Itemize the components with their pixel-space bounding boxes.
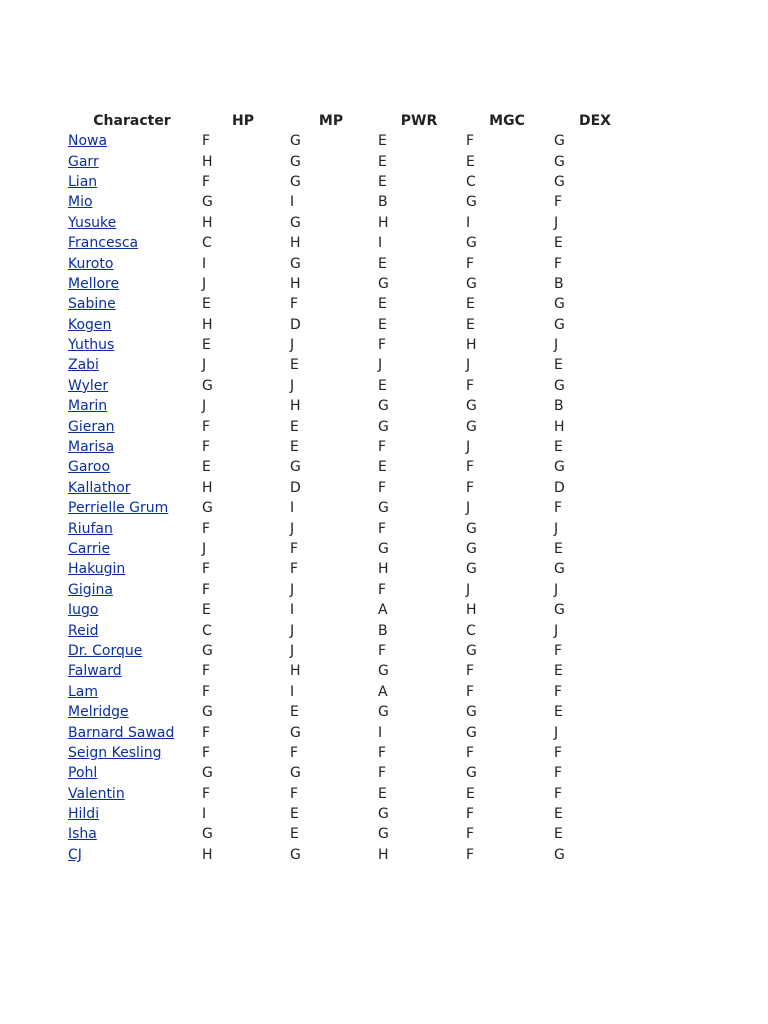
table-row [65, 824, 639, 844]
table-row [65, 213, 639, 233]
mgc-cell: J [466, 357, 471, 374]
table-row [65, 253, 639, 273]
character-link[interactable]: Zabi [68, 357, 99, 374]
mgc-cell: E [466, 316, 475, 333]
character-cell [65, 804, 199, 824]
mp-cell: F [290, 541, 299, 557]
table-row [65, 151, 639, 171]
mgc-cell: J [466, 439, 471, 456]
header-row [65, 110, 639, 131]
character-cell [65, 498, 199, 518]
hp-cell: C [202, 622, 212, 639]
mgc-cell: G [466, 194, 477, 211]
pwr-cell: H [378, 561, 389, 578]
pwr-cell: E [378, 296, 387, 313]
mgc-cell: F [466, 479, 475, 496]
dex-cell: E [554, 439, 563, 456]
mp-cell: I [290, 683, 295, 700]
mp-cell: F [290, 744, 299, 761]
pwr-cell: E [378, 255, 387, 272]
hp-cell: I [202, 255, 207, 272]
character-link[interactable]: Francesca [68, 235, 139, 252]
table-row [65, 641, 639, 661]
mgc-cell: H [466, 337, 477, 354]
header-character: Character [93, 112, 171, 129]
pwr-cell: E [378, 133, 387, 150]
table-row [65, 131, 639, 151]
character-link[interactable]: Kogen [68, 316, 112, 333]
character-cell [65, 457, 199, 477]
hp-cell: I [202, 806, 207, 823]
pwr-cell: G [378, 500, 389, 517]
pwr-cell: F [378, 765, 387, 782]
dex-cell: J [554, 214, 559, 231]
table-row [65, 763, 639, 783]
character-cell [65, 682, 199, 702]
dex-cell: F [554, 255, 563, 272]
table-row [65, 274, 639, 294]
dex-cell: G [554, 561, 565, 578]
hp-cell: H [202, 153, 213, 170]
pwr-cell: B [378, 194, 388, 211]
hp-cell: E [202, 296, 211, 313]
mgc-cell: C [466, 622, 476, 639]
hp-cell: G [202, 826, 213, 843]
pwr-cell: G [378, 398, 389, 415]
pwr-cell: E [378, 459, 387, 476]
character-cell [65, 478, 199, 498]
table-row [65, 396, 639, 416]
mgc-cell: J [466, 500, 471, 517]
character-link[interactable]: Lam [68, 683, 99, 700]
mgc-cell: F [466, 806, 475, 823]
pwr-cell: E [378, 173, 387, 190]
header-mgc: MGC [489, 112, 525, 129]
character-link[interactable]: Perrielle Grum [68, 500, 169, 517]
character-cell [65, 600, 199, 620]
character-link[interactable]: Nowa [68, 133, 108, 150]
character-link[interactable]: Sabine [68, 296, 116, 313]
header-pwr: PWR [400, 112, 438, 129]
dex-cell: E [554, 663, 563, 680]
table-row [65, 416, 639, 436]
dex-cell: G [554, 377, 565, 394]
character-stats-table [65, 110, 639, 865]
mgc-cell: E [466, 296, 475, 313]
pwr-cell: F [378, 479, 387, 496]
mp-cell: J [290, 520, 295, 537]
dex-cell: F [554, 642, 563, 659]
dex-cell: E [554, 704, 563, 721]
character-cell [65, 722, 199, 742]
character-link[interactable]: Iugo [68, 602, 99, 619]
character-cell [65, 172, 199, 192]
header-hp: HP [232, 112, 254, 129]
hp-cell: F [202, 683, 211, 700]
table-row [65, 539, 639, 559]
table-row [65, 580, 639, 600]
mgc-cell: G [466, 561, 477, 578]
mp-cell: E [290, 704, 299, 721]
mgc-cell: C [466, 173, 476, 190]
mgc-cell: G [466, 765, 477, 782]
table-row [65, 518, 639, 538]
table-row [65, 478, 639, 498]
hp-cell: G [202, 377, 213, 394]
hp-cell: H [202, 214, 213, 231]
dex-cell: F [554, 785, 563, 802]
hp-cell: C [202, 235, 212, 252]
dex-cell: F [554, 744, 563, 761]
table-row [65, 457, 639, 477]
dex-cell: J [554, 581, 559, 598]
mp-cell: G [290, 724, 301, 741]
dex-cell: B [554, 398, 564, 415]
pwr-cell: F [378, 520, 387, 537]
character-link[interactable]: Wyler [68, 377, 109, 394]
table-row [65, 498, 639, 518]
character-link[interactable]: Kallathor [68, 479, 131, 496]
table-row [65, 294, 639, 314]
pwr-cell: E [378, 377, 387, 394]
mp-cell: J [290, 377, 295, 394]
mgc-cell: G [466, 520, 477, 537]
character-link[interactable]: Barnard Sawad [68, 724, 175, 741]
character-link[interactable]: Seign Kesling [68, 744, 162, 761]
character-cell [65, 845, 199, 865]
pwr-cell: G [378, 826, 389, 843]
character-cell [65, 151, 199, 171]
mp-cell: E [290, 439, 299, 456]
character-cell [65, 641, 199, 661]
character-link[interactable]: Hildi [68, 806, 100, 823]
mp-cell: J [290, 622, 295, 639]
dex-cell: G [554, 459, 565, 476]
mgc-cell: H [466, 602, 477, 619]
character-cell [65, 620, 199, 640]
mp-cell: G [290, 846, 301, 863]
character-link[interactable]: Isha [68, 826, 97, 843]
dex-cell: E [554, 541, 563, 557]
character-cell [65, 355, 199, 375]
hp-cell: E [202, 337, 211, 354]
hp-cell: F [202, 785, 211, 802]
character-cell [65, 396, 199, 416]
character-cell [65, 192, 199, 212]
mp-cell: I [290, 602, 295, 619]
hp-cell: G [202, 642, 213, 659]
mgc-cell: F [466, 846, 475, 863]
pwr-cell: G [378, 806, 389, 823]
character-link[interactable]: Marisa [68, 439, 115, 456]
mp-cell: D [290, 316, 301, 333]
mp-cell: F [290, 561, 299, 578]
mgc-cell: F [466, 459, 475, 476]
character-cell [65, 437, 199, 457]
mp-cell: D [290, 479, 301, 496]
table-row [65, 600, 639, 620]
character-cell [65, 315, 199, 335]
dex-cell: D [554, 479, 565, 496]
mgc-cell: G [466, 418, 477, 435]
hp-cell: G [202, 765, 213, 782]
hp-cell: J [202, 275, 207, 292]
mp-cell: H [290, 398, 301, 415]
pwr-cell: F [378, 439, 387, 456]
dex-cell: G [554, 153, 565, 170]
mp-cell: G [290, 255, 301, 272]
character-cell [65, 559, 199, 579]
pwr-cell: G [378, 541, 389, 557]
dex-cell: F [554, 683, 563, 700]
dex-cell: F [554, 500, 563, 517]
pwr-cell: H [378, 214, 389, 231]
pwr-cell: I [378, 724, 383, 741]
character-cell [65, 661, 199, 681]
hp-cell: J [202, 398, 207, 415]
dex-cell: G [554, 316, 565, 333]
pwr-cell: F [378, 642, 387, 659]
mgc-cell: F [466, 377, 475, 394]
mp-cell: J [290, 581, 295, 598]
pwr-cell: E [378, 785, 387, 802]
mp-cell: G [290, 214, 301, 231]
character-link[interactable]: Pohl [68, 765, 98, 782]
hp-cell: G [202, 194, 213, 211]
table-row [65, 784, 639, 804]
hp-cell: G [202, 500, 213, 517]
mp-cell: G [290, 173, 301, 190]
mgc-cell: E [466, 785, 475, 802]
character-link[interactable]: Carrie [68, 541, 111, 557]
mp-cell: G [290, 153, 301, 170]
mp-cell: E [290, 826, 299, 843]
pwr-cell: E [378, 316, 387, 333]
character-link[interactable]: Falward [68, 663, 122, 680]
mp-cell: E [290, 418, 299, 435]
mgc-cell: F [466, 683, 475, 700]
pwr-cell: A [378, 683, 388, 700]
mp-cell: I [290, 500, 295, 517]
hp-cell: H [202, 846, 213, 863]
character-link[interactable]: Kuroto [68, 255, 114, 272]
dex-cell: E [554, 357, 563, 374]
character-cell [65, 233, 199, 253]
character-cell [65, 702, 199, 722]
character-cell [65, 131, 199, 151]
table-row [65, 335, 639, 355]
dex-cell: G [554, 846, 565, 863]
pwr-cell: F [378, 581, 387, 598]
character-cell [65, 335, 199, 355]
dex-cell: F [554, 765, 563, 782]
header-mp: MP [318, 112, 344, 129]
hp-cell: F [202, 133, 211, 150]
mgc-cell: J [466, 581, 471, 598]
mp-cell: H [290, 663, 301, 680]
mp-cell: G [290, 459, 301, 476]
character-link[interactable]: Garoo [68, 459, 111, 476]
pwr-cell: J [378, 357, 383, 374]
hp-cell: F [202, 173, 211, 190]
mp-cell: J [290, 337, 295, 354]
table-row [65, 661, 639, 681]
hp-cell: J [202, 541, 207, 557]
character-link[interactable]: Gigina [68, 581, 113, 598]
hp-cell: F [202, 561, 211, 578]
table-row [65, 192, 639, 212]
mgc-cell: G [466, 235, 477, 252]
character-cell [65, 213, 199, 233]
character-cell [65, 539, 199, 559]
mp-cell: F [290, 785, 299, 802]
pwr-cell: B [378, 622, 388, 639]
pwr-cell: H [378, 846, 389, 863]
hp-cell: G [202, 704, 213, 721]
hp-cell: H [202, 316, 213, 333]
character-link[interactable]: Mellore [68, 275, 120, 292]
mp-cell: J [290, 642, 295, 659]
character-link[interactable]: Gieran [68, 418, 115, 435]
character-link[interactable]: CJ [68, 846, 82, 863]
mp-cell: E [290, 806, 299, 823]
table-row [65, 743, 639, 763]
hp-cell: F [202, 744, 211, 761]
character-link[interactable]: Hakugin [68, 561, 126, 578]
mgc-cell: G [466, 398, 477, 415]
dex-cell: J [554, 724, 559, 741]
character-cell [65, 824, 199, 844]
character-cell [65, 743, 199, 763]
dex-cell: G [554, 173, 565, 190]
character-link[interactable]: Lian [68, 173, 98, 190]
dex-cell: H [554, 418, 565, 435]
table-row [65, 315, 639, 335]
hp-cell: H [202, 479, 213, 496]
character-cell [65, 518, 199, 538]
mp-cell: G [290, 765, 301, 782]
character-link[interactable]: Valentin [68, 785, 125, 802]
mp-cell: G [290, 133, 301, 150]
mgc-cell: G [466, 704, 477, 721]
character-link[interactable]: Yuthus [68, 337, 115, 354]
table-row [65, 804, 639, 824]
character-cell [65, 274, 199, 294]
table-row [65, 702, 639, 722]
character-link[interactable]: Reid [68, 622, 99, 639]
table-row [65, 722, 639, 742]
table-row [65, 682, 639, 702]
character-link[interactable]: Garr [68, 153, 99, 170]
mp-cell: F [290, 296, 299, 313]
mp-cell: E [290, 357, 299, 374]
dex-cell: J [554, 622, 559, 639]
mgc-cell: F [466, 744, 475, 761]
pwr-cell: F [378, 744, 387, 761]
header-dex: DEX [579, 112, 611, 129]
character-link[interactable]: Marin [68, 398, 108, 415]
table-row [65, 559, 639, 579]
table-row [65, 437, 639, 457]
table-row [65, 845, 639, 865]
mgc-cell: E [466, 153, 475, 170]
character-link[interactable]: Riufan [68, 520, 113, 537]
mgc-cell: G [466, 642, 477, 659]
dex-cell: E [554, 806, 563, 823]
mp-cell: I [290, 194, 295, 211]
mgc-cell: G [466, 541, 477, 557]
hp-cell: F [202, 724, 211, 741]
pwr-cell: G [378, 418, 389, 435]
character-cell [65, 580, 199, 600]
hp-cell: E [202, 602, 211, 619]
dex-cell: F [554, 194, 563, 211]
character-cell [65, 376, 199, 396]
dex-cell: B [554, 275, 564, 292]
dex-cell: E [554, 826, 563, 843]
hp-cell: E [202, 459, 211, 476]
hp-cell: F [202, 581, 211, 598]
character-link[interactable]: Mio [68, 194, 93, 211]
mgc-cell: F [466, 255, 475, 272]
dex-cell: J [554, 337, 559, 354]
mp-cell: H [290, 275, 301, 292]
pwr-cell: E [378, 153, 387, 170]
dex-cell: E [554, 235, 563, 252]
character-cell [65, 253, 199, 273]
mgc-cell: F [466, 826, 475, 843]
hp-cell: F [202, 418, 211, 435]
hp-cell: F [202, 663, 211, 680]
character-cell [65, 416, 199, 436]
character-link[interactable]: Yusuke [68, 214, 117, 231]
mgc-cell: G [466, 724, 477, 741]
hp-cell: F [202, 439, 211, 456]
pwr-cell: A [378, 602, 388, 619]
character-cell [65, 294, 199, 314]
table-row [65, 233, 639, 253]
character-cell [65, 784, 199, 804]
character-cell [65, 763, 199, 783]
mgc-cell: F [466, 663, 475, 680]
dex-cell: J [554, 520, 559, 537]
dex-cell: G [554, 602, 565, 619]
mgc-cell: I [466, 214, 471, 231]
table-row [65, 376, 639, 396]
mgc-cell: F [466, 133, 475, 150]
hp-cell: J [202, 357, 207, 374]
pwr-cell: G [378, 663, 389, 680]
table-body [65, 131, 639, 865]
pwr-cell: G [378, 704, 389, 721]
mp-cell: H [290, 235, 301, 252]
dex-cell: G [554, 133, 565, 150]
hp-cell: F [202, 520, 211, 537]
pwr-cell: F [378, 337, 387, 354]
table-row [65, 172, 639, 192]
table-row [65, 620, 639, 640]
table-row [65, 355, 639, 375]
character-link[interactable]: Dr. Corque [68, 642, 143, 659]
mgc-cell: G [466, 275, 477, 292]
pwr-cell: I [378, 235, 383, 252]
pwr-cell: G [378, 275, 389, 292]
character-link[interactable]: Melridge [68, 704, 129, 721]
dex-cell: G [554, 296, 565, 313]
